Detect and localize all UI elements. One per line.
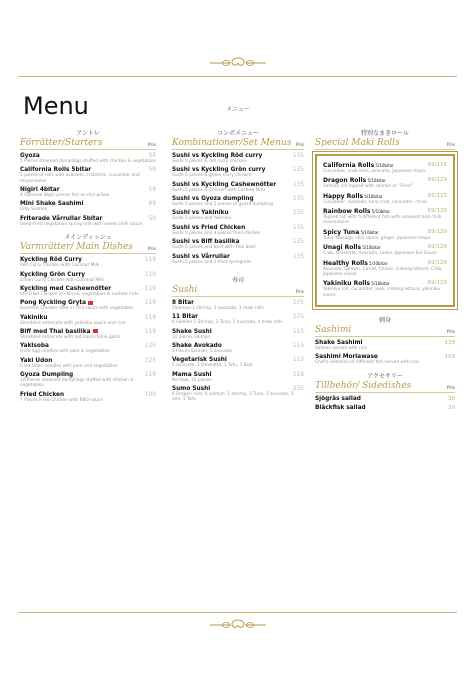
item-name: Spicy Tuna 5/10bitar xyxy=(323,228,379,236)
menu-item xyxy=(323,260,447,278)
item-price: 135 xyxy=(292,181,304,188)
spicy-icon xyxy=(88,301,93,305)
menu-item xyxy=(172,167,304,178)
sashimi-list xyxy=(315,340,455,366)
set-menus-heading: Kombinationer/Set Menus Pris xyxy=(172,138,304,148)
menu-item xyxy=(172,314,304,325)
sidedishes-list xyxy=(315,396,455,411)
page-title: Menu xyxy=(23,92,89,120)
item-name: Mini Shake Sashimi xyxy=(20,201,84,208)
item-name: Sushi vs Kyckling Grön curry xyxy=(172,167,266,174)
sashimi-heading: Sashimi Pris xyxy=(315,324,455,335)
item-price: 119 xyxy=(144,271,156,278)
menu-item xyxy=(20,167,156,184)
item-price: 119 xyxy=(144,257,156,264)
menu-item xyxy=(172,357,304,368)
menu-item xyxy=(323,244,447,256)
menu-item xyxy=(20,201,156,212)
item-name: Sushi vs Fried Chicken xyxy=(172,224,246,231)
item-price: 119 xyxy=(144,285,156,292)
menu-item xyxy=(20,187,156,198)
main-dishes-jp: メインディッシュ xyxy=(64,234,112,242)
item-name: Shake Sashimi xyxy=(315,339,363,346)
item-description: Sushi 5 pieces and 5 pieces of gyoza dumpling xyxy=(172,202,273,208)
item-description: Chef's selection of different fish served with rice xyxy=(315,360,419,366)
item-name: Healthy Rolls 5/10bitar xyxy=(323,259,388,267)
item-price: 69/129 xyxy=(427,280,447,287)
item-name: Mama Sushi xyxy=(172,371,212,378)
menu-item xyxy=(20,358,156,369)
item-price: 69/129 xyxy=(427,244,447,251)
item-name: California Rolls 5/10bitar xyxy=(323,162,394,169)
item-quantity: 5/10bitar xyxy=(361,245,381,251)
item-description: Cucumber, crab stick, avocado, Japanese mayo xyxy=(323,169,426,174)
item-description: Deep-fried vegetarian spring rolls with sweet chilli sauce xyxy=(20,221,143,227)
item-price: 69/129 xyxy=(427,228,447,235)
item-description: 5 pieces of rolls with avocado, crabstick, cucumber and mayonnaise xyxy=(20,173,140,184)
menu-item xyxy=(323,280,447,298)
item-description: Sushi 5 pieces & Chicken with Cashew Nuts xyxy=(172,187,266,193)
item-price: 135 xyxy=(292,253,304,260)
sidedishes-heading: Tillbehör/ Sidedishes Pris xyxy=(315,380,455,391)
item-name: Bläckfisk sallad xyxy=(315,404,366,411)
item-description: Stir-Fried Chicken in chili oil, vegetables & cashew nuts xyxy=(20,291,139,297)
item-description: Avocado, Salmon, Carrot, Chives, Iceberg lettuce, Crab, Japanese sauce xyxy=(323,266,443,277)
item-name: Nigiri 4bitar xyxy=(20,187,60,194)
item-name: Gyoza xyxy=(20,153,40,159)
item-price: 125 xyxy=(144,357,156,364)
menu-item xyxy=(172,372,304,383)
item-quantity: 5/10bitar xyxy=(359,229,379,235)
item-name: 8 Bitar xyxy=(172,299,194,306)
item-name: Gyoza Dumpling xyxy=(20,372,74,379)
item-price: 69 xyxy=(148,201,156,208)
item-description: 5Salmon 1 shrimp, 1 avocado, 1 maki rolls xyxy=(172,305,264,311)
starters-list xyxy=(20,153,156,227)
item-price: 235 xyxy=(292,386,304,393)
item-quantity: 5/10bitar xyxy=(370,281,390,287)
menu-item xyxy=(323,229,447,241)
item-description: Tuna, Wasago, chili sauce, ginger, Japanese mayo xyxy=(323,235,431,241)
item-quantity: 5/10bitar xyxy=(370,209,391,215)
item-price: 125 xyxy=(292,314,304,321)
item-price: 69/129 xyxy=(427,177,447,184)
menu-item xyxy=(20,216,156,227)
item-price: 125 xyxy=(144,343,156,350)
item-price: 109 xyxy=(144,391,156,398)
item-description: No Raw, 10 pieces xyxy=(172,377,212,383)
item-price: 105 xyxy=(292,299,304,306)
item-name: Vegetarisk Sushi xyxy=(172,357,227,364)
menu-item xyxy=(172,254,304,265)
menu-item xyxy=(172,329,304,340)
item-name: Rainbow Rolls 5/10bitar xyxy=(323,208,391,216)
item-name: Sushi vs Vårrullar xyxy=(172,253,230,260)
item-description: Salmon roll topped with salmon or "Fried" xyxy=(323,184,413,190)
item-description: Gourmet Chicken stew in chili sauce with vegetables xyxy=(20,306,134,312)
menu-item xyxy=(172,153,304,164)
item-name: Sushi vs Kyckling Röd curry xyxy=(172,153,263,159)
item-name: Yakiniku Rolls 5/10bitar xyxy=(323,280,390,288)
menu-item xyxy=(20,300,156,311)
menu-item xyxy=(20,153,156,164)
item-price: 135 xyxy=(292,153,304,159)
menu-item xyxy=(20,343,156,354)
item-quantity: 5/10bitar xyxy=(374,163,394,168)
item-description: Sushi 5 pieces and beef with Thai basil xyxy=(172,245,256,251)
starters-heading: Förrätter/Starters Pris xyxy=(20,138,156,148)
item-name: Kyckling Grön Curry xyxy=(20,271,86,278)
item-name: Yakiniku xyxy=(20,314,48,321)
item-name: Friterade Vårrullar 5bitar xyxy=(20,215,103,222)
item-name: Yakisoba xyxy=(20,343,49,350)
item-description: 4 Optional Nigiri pieces fish on rice pillow xyxy=(20,193,110,199)
top-rule xyxy=(18,76,457,77)
special-frame xyxy=(315,154,455,307)
menu-item xyxy=(172,210,304,221)
menu-item xyxy=(315,340,455,351)
page-title-jp: メニュー xyxy=(226,106,251,113)
item-price: 69/115 xyxy=(427,162,447,168)
item-name: Sushi vs Kyckling Cashewnötter xyxy=(172,181,277,188)
menu-item xyxy=(20,286,156,297)
item-name: Sushi vs Yakiniku xyxy=(172,210,229,217)
sidedishes-jp: アクセサリー xyxy=(367,372,403,380)
spicy-icon xyxy=(93,329,98,333)
menu-item xyxy=(172,343,304,354)
special-list xyxy=(323,162,447,298)
item-price: 135 xyxy=(292,210,304,217)
item-description: 7 Pieces Fried Chicken with BBQ sauce xyxy=(20,397,103,403)
item-name: Sushi vs Gyoza dumpling xyxy=(172,196,254,203)
sushi-list xyxy=(172,300,304,403)
menu-item xyxy=(315,405,455,411)
item-description: 10 Pieces steamed dumplings stuffed with chicken & vegetables xyxy=(20,378,134,389)
menu-item xyxy=(315,354,455,365)
item-price: 115 xyxy=(292,357,304,364)
item-price: 115 xyxy=(292,342,304,349)
menu-item xyxy=(20,272,156,283)
menu-item xyxy=(323,193,447,205)
special-jp: 特別なまきロール xyxy=(361,130,409,137)
item-name: Sjögräs sallad xyxy=(315,395,361,402)
sushi-jp: 寿司 xyxy=(231,276,244,284)
item-description: Sushi 5 pieces & red curry chicken xyxy=(172,159,247,164)
item-description: Fried Udon noodles with pork and vegetables xyxy=(20,363,118,369)
item-description: Sushi 5 pieces and 4 pieces fried chicken xyxy=(172,230,261,236)
item-description: Topped roll with 5 different fish with seaweed and chilli mayonnaise xyxy=(323,215,442,226)
item-description: Fried egg noodles with pork & vegetables xyxy=(20,349,110,355)
item-price: 135 xyxy=(292,196,304,203)
item-description: Sushi 5 pieces and Yakiniku xyxy=(172,216,232,222)
column-left xyxy=(20,128,156,406)
starters-jp: アントレ xyxy=(76,130,100,137)
item-description: Salmon served with rice xyxy=(315,345,367,351)
item-price: 119 xyxy=(144,328,156,335)
top-ornament xyxy=(208,56,268,70)
item-price: 119 xyxy=(144,314,156,321)
item-name: Dragon Rolls 5/10bitar xyxy=(323,177,386,185)
item-description: 10 pieces Salmon xyxy=(172,334,211,340)
item-quantity: 5/10bitar xyxy=(367,260,388,266)
item-description: Red Curry Chicken with Coconut Milk xyxy=(20,263,100,269)
main-dishes-heading: Varmrätter/ Main Dishes Pris xyxy=(20,242,156,253)
item-description: 6 Salmon 1 Shrimp, 1 Tuna, 1 avocado, 4 maki rolls xyxy=(172,320,283,326)
item-description: Cucumber, avocado, tuna crab, coriander, chive xyxy=(323,199,427,205)
item-name: Sashimi Moriawase xyxy=(315,354,378,361)
menu-item xyxy=(20,257,156,268)
bottom-ornament xyxy=(208,618,268,632)
item-name: Kyckling Röd Curry xyxy=(20,257,82,264)
item-description: Sushi 5 pieces and 3 fried springrolls xyxy=(172,259,252,265)
menu-item xyxy=(172,196,304,207)
menu-item xyxy=(323,162,447,174)
item-name: Kyckling med Cashewnötter xyxy=(20,285,112,292)
item-description: Only Salmon xyxy=(20,207,48,213)
menu-item xyxy=(172,239,304,250)
item-price: 115 xyxy=(292,328,304,335)
set-menus-jp: コンボメニュー xyxy=(216,130,259,137)
column-right xyxy=(315,128,455,414)
item-price: 139 xyxy=(444,339,455,346)
item-price: 69/129 xyxy=(427,208,447,215)
item-description: Shredded entrecote with yakiniku sauce and rice xyxy=(20,320,126,326)
menu-item xyxy=(315,396,455,402)
item-name: Sushi vs Biff basilika xyxy=(172,239,240,246)
item-name: Fried Chicken xyxy=(20,391,65,398)
item-quantity: 5/10bitar xyxy=(363,193,383,199)
item-name: Happy Rolls 5/10bitar xyxy=(323,192,383,200)
item-price: 59 xyxy=(148,215,156,222)
item-price: 135 xyxy=(292,224,304,231)
special-heading: Special Maki Rolls Pris xyxy=(315,138,455,148)
menu-item xyxy=(172,182,304,193)
item-description: Yakiniku roll, cucumber, leek, iceberg lettuce, yakiniku sauce xyxy=(323,287,440,298)
item-price: 59 xyxy=(148,187,156,194)
item-price: 119 xyxy=(144,372,156,379)
column-middle xyxy=(172,128,304,406)
menu-item xyxy=(323,177,447,189)
item-description: 5 Pieces steamed dumplings stuffed with chicken & vegetables xyxy=(20,159,156,164)
menu-item xyxy=(172,386,304,403)
item-name: 11 Bitar xyxy=(172,314,199,321)
item-price: 30 xyxy=(448,395,455,402)
item-price: 59 xyxy=(148,167,156,174)
sushi-heading: Sushi Pris xyxy=(172,284,304,295)
item-name: Sumo Sushi xyxy=(172,386,211,393)
item-price: 119 xyxy=(292,371,304,378)
item-name: Biff med Thai basilika xyxy=(20,329,156,335)
item-price: 135 xyxy=(292,167,304,174)
item-name: Unagi Rolls 5/10bitar xyxy=(323,244,381,252)
menu-item xyxy=(172,300,304,311)
item-price: 159 xyxy=(444,354,455,361)
item-description: Shredded entrecote with hot basil chili & garlic xyxy=(20,334,121,340)
menu-item xyxy=(20,372,156,389)
sashimi-jp: 刺身 xyxy=(378,316,391,324)
item-name: Shake Sushi xyxy=(172,328,212,335)
item-description: Crab, Omelette, Avocado, Leeks, Japanese Eel Sauce xyxy=(323,251,437,257)
item-name: Pong Kyckling Gryta xyxy=(20,300,156,306)
menu-item xyxy=(20,329,156,340)
item-name: Shake Avokado xyxy=(172,342,222,349)
item-price: 30 xyxy=(448,404,455,411)
item-description: 5 Pieces Salmon, 5 avocado xyxy=(172,348,233,354)
item-price: 119 xyxy=(144,300,156,307)
menu-item xyxy=(323,208,447,226)
main-dishes-list xyxy=(20,257,156,403)
item-price: 135 xyxy=(292,239,304,246)
menu-item xyxy=(172,225,304,236)
item-price: 55 xyxy=(148,153,156,159)
set-menus-list xyxy=(172,153,304,265)
item-description: 5 avocado, 2 Omelette, 1 Tofu, 3 Kola xyxy=(172,363,253,369)
item-price: 65/115 xyxy=(427,192,447,199)
item-description: Green Curry Chicken with Coconut Milk xyxy=(20,277,104,283)
item-name: Yaki Udon xyxy=(20,357,53,364)
menu-item xyxy=(20,315,156,326)
item-price: 69/129 xyxy=(427,259,447,266)
bottom-rule xyxy=(18,612,457,613)
item-description: 6 Dragon rolls, 6 salmon, 1 shrimp, 3 Tuna, 3 avocado, 3 ami, 1 Tofu xyxy=(172,392,294,403)
menu-item xyxy=(20,392,156,403)
item-name: California Rolls 5bitar xyxy=(20,167,92,174)
item-description: Sushi 5 pieces & green curry chicken xyxy=(172,173,252,179)
item-quantity: 5/10bitar xyxy=(366,178,386,184)
